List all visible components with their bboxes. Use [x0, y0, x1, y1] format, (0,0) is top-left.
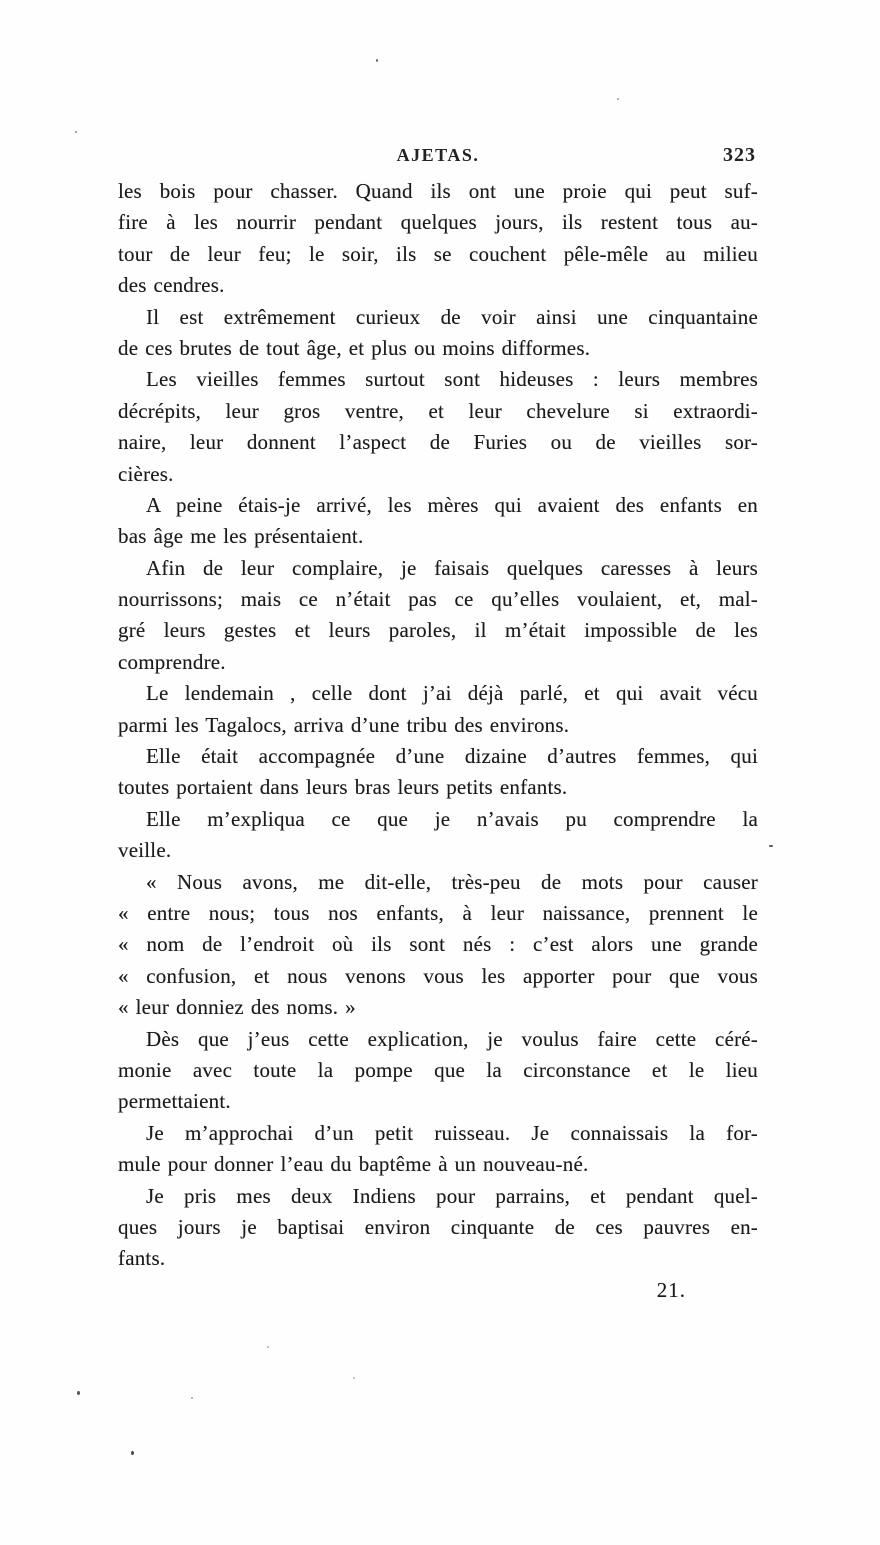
text-line: comprendre.: [118, 649, 226, 674]
scan-speck: [769, 845, 773, 847]
running-head-title: AJETAS.: [396, 145, 480, 165]
text-line: cières.: [118, 461, 174, 486]
text-line: A peine étais-je arrivé, les mères qui avaient des enfants en: [146, 492, 758, 517]
text-line: Je m’approchai d’un petit ruisseau. Je connaissais la for-: [146, 1120, 758, 1145]
text-line: veille.: [118, 838, 172, 863]
text-line: « nom de l’endroit où ils sont nés : c’est alors une grande: [118, 932, 758, 957]
text-line: monie avec toute la pompe que la circonstance et le lieu: [118, 1057, 758, 1082]
text-line: « entre nous; tous nos enfants, à leur naissance, prennent le: [118, 900, 758, 925]
paragraph: [118, 553, 758, 679]
text-line: Le lendemain , celle dont j’ai déjà parlé, et qui avait vécu: [146, 681, 758, 706]
text-block: [118, 144, 758, 1306]
text-line: parmi les Tagalocs, arriva d’une tribu des environs.: [118, 712, 570, 737]
paragraph: [118, 1024, 758, 1118]
text-line: Elle était accompagnée d’une dizaine d’autres femmes, qui: [146, 744, 758, 769]
scan-speck: [376, 59, 378, 62]
text-line: des cendres.: [118, 273, 225, 298]
signature-mark: 21.: [656, 1277, 686, 1302]
text-line: Elle m’expliqua ce que je n’avais pu comprendre la: [146, 806, 758, 831]
scan-speck: [617, 98, 619, 100]
paragraph: [118, 741, 758, 804]
paragraph: [118, 490, 758, 553]
text-line: Dès que j’eus cette explication, je voulus faire cette céré-: [146, 1026, 758, 1051]
text-line: tour de leur feu; le soir, ils se couchent pêle-mêle au milieu: [118, 241, 758, 266]
running-head: [118, 144, 758, 166]
paragraph: [118, 1118, 758, 1181]
paragraph: [118, 364, 758, 490]
page-number: 323: [723, 144, 756, 166]
text-line: fire à les nourrir pendant quelques jours, ils restent tous au-: [118, 210, 758, 235]
text-line: de ces brutes de tout âge, et plus ou moins difformes.: [118, 335, 591, 360]
text-line: fants.: [118, 1246, 166, 1271]
text-line: Afin de leur complaire, je faisais quelques caresses à leurs: [146, 555, 758, 580]
paragraph: [118, 678, 758, 741]
scan-speck: [267, 1346, 269, 1348]
text-line: gré leurs gestes et leurs paroles, il m’était impossible de les: [118, 618, 758, 643]
text-line: naire, leur donnent l’aspect de Furies ou de vieilles sor-: [118, 430, 758, 455]
text-line: mule pour donner l’eau du baptême à un nouveau-né.: [118, 1152, 589, 1177]
text-line: Je pris mes deux Indiens pour parrains, et pendant quel-: [146, 1183, 758, 1208]
text-line: bas âge me les présentaient.: [118, 524, 364, 549]
text-line: Les vieilles femmes surtout sont hideuses : leurs membres: [146, 367, 758, 392]
page-text: [118, 176, 758, 1275]
text-line: décrépits, leur gros ventre, et leur chevelure si extraordi-: [118, 398, 758, 423]
scan-speck: [353, 1377, 355, 1379]
paragraph: [118, 176, 758, 302]
paragraph: [118, 804, 758, 867]
text-line: « Nous avons, me dit-elle, très-peu de mots pour causer: [146, 869, 758, 894]
text-line: nourrissons; mais ce n’était pas ce qu’elles voulaient, et, mal-: [118, 587, 758, 612]
scan-speck: [75, 131, 77, 133]
paragraph: [118, 867, 758, 1024]
scan-speck: [131, 1451, 134, 1455]
text-line: ques jours je baptisai environ cinquante de ces pauvres en-: [118, 1214, 758, 1239]
text-line: « leur donniez des noms. »: [118, 995, 356, 1020]
scan-speck: [191, 1397, 193, 1399]
text-line: permettaient.: [118, 1089, 231, 1114]
text-line: Il est extrêmement curieux de voir ainsi une cinquantaine: [146, 304, 758, 329]
text-line: les bois pour chasser. Quand ils ont une proie qui peut suf-: [118, 179, 758, 203]
paragraph: [118, 302, 758, 365]
text-line: « confusion, et nous venons vous les apporter pour que vous: [118, 963, 758, 988]
scan-speck: [77, 1391, 80, 1395]
text-line: toutes portaient dans leurs bras leurs petits enfants.: [118, 775, 568, 800]
paragraph: [118, 1181, 758, 1275]
